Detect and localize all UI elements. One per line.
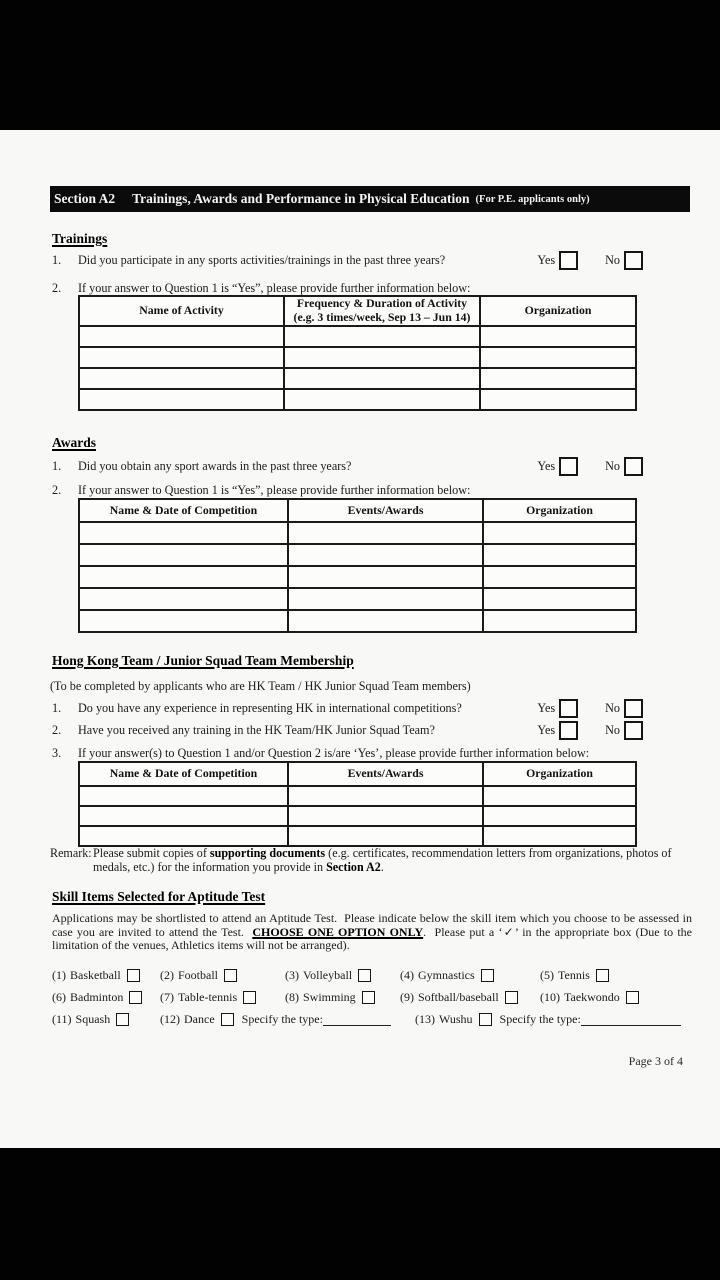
table-cell-empty[interactable] <box>480 326 636 347</box>
hk-q2-no-checkbox[interactable] <box>624 721 643 740</box>
remark-text-3: . <box>380 860 384 874</box>
table-cell-empty[interactable] <box>79 588 288 610</box>
trainings-q1-yes-checkbox[interactable] <box>559 251 578 270</box>
awards-question-1 <box>52 457 643 475</box>
swimming-checkbox[interactable] <box>362 991 375 1004</box>
skill-option-dance <box>160 1012 391 1027</box>
awards-question-2 <box>52 481 643 499</box>
table-row <box>79 786 636 806</box>
table-row <box>79 806 636 826</box>
option-number: (8) <box>285 990 299 1004</box>
specify-type-label: Specify the type: <box>499 1012 581 1026</box>
yes-no-group <box>537 699 643 718</box>
yes-label: Yes <box>537 722 556 737</box>
question-text: Did you obtain any sport awards in the past three years? <box>78 458 352 473</box>
column-header: Organization <box>483 762 636 786</box>
table-header-row <box>79 499 636 522</box>
table-header-row <box>79 296 636 326</box>
trainings-heading: Trainings <box>52 231 108 246</box>
skill-instructions-text-1: Applications may be shortlisted to attend an Aptitude Test. Please indicate below the skill item which you choose to be assessed in case you are invited to attend the Test. <box>52 911 692 939</box>
taekwondo-checkbox[interactable] <box>626 991 639 1004</box>
dance-specify-line[interactable] <box>323 1013 391 1026</box>
hk-q2-yes-checkbox[interactable] <box>559 721 578 740</box>
skill-option-basketball <box>52 968 140 983</box>
table-cell-empty[interactable] <box>480 389 636 410</box>
table-cell-empty[interactable] <box>288 522 483 544</box>
skill-instructions-bold: CHOOSE ONE OPTION ONLY <box>252 924 424 939</box>
question-text: If your answer(s) to Question 1 and/or Question 2 is/are ‘Yes’, please provide further information below: <box>78 745 590 760</box>
column-header: Name of Activity <box>79 296 284 326</box>
table-cell-empty[interactable] <box>284 347 480 368</box>
section-header-bar <box>50 186 690 212</box>
question-text: Did you participate in any sports activities/trainings in the past three years? <box>78 252 446 267</box>
section-note: (For P.E. applicants only) <box>475 193 590 205</box>
table-row <box>79 826 636 846</box>
table-cell-empty[interactable] <box>284 389 480 410</box>
table-cell-empty[interactable] <box>79 826 288 846</box>
table-cell-empty[interactable] <box>79 389 284 410</box>
option-number: (13) <box>415 1012 435 1026</box>
option-label: Wushu <box>439 1012 473 1026</box>
table-row <box>79 347 636 368</box>
yes-label: Yes <box>537 700 556 715</box>
awards-table <box>78 498 637 633</box>
volleyball-checkbox[interactable] <box>358 969 371 982</box>
option-number: (5) <box>540 968 554 982</box>
option-label: Badminton <box>70 990 124 1004</box>
table-row <box>79 566 636 588</box>
option-label: Taekwondo <box>564 990 620 1004</box>
option-label: Volleyball <box>303 968 353 982</box>
table-cell-empty[interactable] <box>288 610 483 632</box>
badminton-checkbox[interactable] <box>129 991 142 1004</box>
remark-label: Remark: <box>50 846 92 860</box>
question-number: 1. <box>52 458 62 473</box>
skill-option-squash <box>52 1012 129 1027</box>
option-label: Squash <box>75 1012 111 1026</box>
option-number: (4) <box>400 968 414 982</box>
table-cell-empty[interactable] <box>480 368 636 389</box>
gymnastics-checkbox[interactable] <box>481 969 494 982</box>
form-page <box>0 130 720 1148</box>
table-cell-empty[interactable] <box>288 826 483 846</box>
table-cell-empty[interactable] <box>79 347 284 368</box>
yes-no-group <box>537 721 643 740</box>
table-cell-empty[interactable] <box>79 786 288 806</box>
table-cell-empty[interactable] <box>288 566 483 588</box>
table-row <box>79 326 636 347</box>
option-label: Football <box>178 968 219 982</box>
remark-text-2: (e.g. certificates, recommendation letters from organizations, photos of medals, etc.) for the information you provide in <box>93 846 672 874</box>
remark-bold-2: Section A2 <box>326 860 381 874</box>
skill-option-wushu <box>415 1012 681 1027</box>
remark-text-1: Please submit copies of <box>93 846 210 860</box>
option-number: (9) <box>400 990 414 1004</box>
table-cell-empty[interactable] <box>79 368 284 389</box>
trainings-question-1 <box>52 251 643 269</box>
skill-options-row-2 <box>0 990 720 1010</box>
question-text: Have you received any training in the HK Team/HK Junior Squad Team? <box>78 722 435 737</box>
wushu-checkbox[interactable] <box>479 1013 492 1026</box>
skill-option-swimming <box>285 990 375 1005</box>
no-label: No <box>605 700 620 715</box>
table-cell-empty[interactable] <box>480 347 636 368</box>
trainings-table <box>78 295 637 411</box>
no-label: No <box>605 458 620 473</box>
question-number: 2. <box>52 280 62 295</box>
table-cell-empty[interactable] <box>483 806 636 826</box>
basketball-checkbox[interactable] <box>127 969 140 982</box>
hk-q1-no-checkbox[interactable] <box>624 699 643 718</box>
table-tennis-checkbox[interactable] <box>243 991 256 1004</box>
skill-options-row-3 <box>0 1012 720 1032</box>
question-number: 2. <box>52 482 62 497</box>
option-label: Dance <box>184 1012 215 1026</box>
table-cell-empty[interactable] <box>483 786 636 806</box>
table-cell-empty[interactable] <box>483 610 636 632</box>
table-row <box>79 368 636 389</box>
awards-heading: Awards <box>52 435 97 450</box>
table-cell-empty[interactable] <box>284 368 480 389</box>
hk-q1-yes-checkbox[interactable] <box>559 699 578 718</box>
question-number: 2. <box>52 722 62 737</box>
softball-baseball-checkbox[interactable] <box>505 991 518 1004</box>
column-header: Organization <box>483 499 636 522</box>
subtitle-text: (To be completed by applicants who are HK Team / HK Junior Squad Team members) <box>50 678 471 693</box>
hk-subtitle <box>52 677 643 695</box>
skill-instructions-text-2: . Please put a ‘✓’ in the appropriate box (Due to the limitation of the venues, Athletics items will not be arranged). <box>52 924 692 953</box>
yes-label: Yes <box>537 252 556 267</box>
yes-no-group <box>537 457 643 476</box>
skill-heading: Skill Items Selected for Aptitude Test <box>52 889 266 904</box>
table-cell-empty[interactable] <box>79 522 288 544</box>
table-cell-empty[interactable] <box>284 326 480 347</box>
yes-no-group <box>537 251 643 270</box>
table-row <box>79 610 636 632</box>
column-header <box>284 296 480 326</box>
wushu-specify-line[interactable] <box>581 1013 681 1026</box>
question-text: If your answer to Question 1 is “Yes”, please provide further information below: <box>78 280 471 295</box>
table-cell-empty[interactable] <box>288 544 483 566</box>
football-checkbox[interactable] <box>224 969 237 982</box>
table-cell-empty[interactable] <box>483 566 636 588</box>
table-cell-empty[interactable] <box>79 566 288 588</box>
option-label: Softball/baseball <box>418 990 499 1004</box>
remark-bold-1: supporting documents <box>209 846 326 860</box>
option-label: Table-tennis <box>178 990 238 1004</box>
tennis-checkbox[interactable] <box>596 969 609 982</box>
question-text: If your answer to Question 1 is “Yes”, please provide further information below: <box>78 482 471 497</box>
option-number: (11) <box>52 1012 72 1026</box>
hk-question-3 <box>52 744 643 762</box>
question-number: 1. <box>52 252 62 267</box>
table-cell-empty[interactable] <box>483 522 636 544</box>
no-label: No <box>605 722 620 737</box>
skill-option-softball-baseball <box>400 990 518 1005</box>
question-text: Do you have any experience in representing HK in international competitions? <box>78 700 462 715</box>
question-number: 1. <box>52 700 62 715</box>
option-label: Basketball <box>70 968 121 982</box>
column-header-line1: Frequency & Duration of Activity <box>296 296 468 311</box>
skill-option-taekwondo <box>540 990 639 1005</box>
skill-option-table-tennis <box>160 990 256 1005</box>
table-cell-empty[interactable] <box>483 544 636 566</box>
page-number: Page 3 of 4 <box>628 1054 683 1068</box>
option-number: (10) <box>540 990 560 1004</box>
option-label: Swimming <box>303 990 356 1004</box>
remark-note <box>50 846 672 874</box>
table-cell-empty[interactable] <box>79 806 288 826</box>
table-row <box>79 544 636 566</box>
table-row <box>79 588 636 610</box>
section-title: Trainings, Awards and Performance in Physical Education <box>132 191 470 206</box>
column-header: Name & Date of Competition <box>79 762 288 786</box>
skill-option-gymnastics <box>400 968 494 983</box>
column-header: Events/Awards <box>288 762 483 786</box>
skill-options-row-1 <box>0 968 720 988</box>
option-number: (7) <box>160 990 174 1004</box>
table-cell-empty[interactable] <box>79 326 284 347</box>
awards-q1-no-checkbox[interactable] <box>624 457 643 476</box>
skill-option-tennis <box>540 968 609 983</box>
table-cell-empty[interactable] <box>288 806 483 826</box>
hk-table <box>78 761 637 847</box>
column-header: Organization <box>480 296 636 326</box>
question-number: 3. <box>52 745 62 760</box>
hk-heading: Hong Kong Team / Junior Squad Team Membership <box>52 653 354 668</box>
awards-q1-yes-checkbox[interactable] <box>559 457 578 476</box>
skill-option-football <box>160 968 237 983</box>
skill-instructions <box>52 912 692 953</box>
table-header-row <box>79 762 636 786</box>
table-cell-empty[interactable] <box>288 786 483 806</box>
no-label: No <box>605 252 620 267</box>
dance-checkbox[interactable] <box>221 1013 234 1026</box>
yes-label: Yes <box>537 458 556 473</box>
hk-question-2 <box>52 721 643 739</box>
option-number: (3) <box>285 968 299 982</box>
specify-type-label: Specify the type: <box>241 1012 323 1026</box>
squash-checkbox[interactable] <box>116 1013 129 1026</box>
option-number: (1) <box>52 968 66 982</box>
option-label: Gymnastics <box>418 968 475 982</box>
table-row <box>79 389 636 410</box>
table-cell-empty[interactable] <box>79 544 288 566</box>
option-number: (2) <box>160 968 174 982</box>
column-header: Events/Awards <box>288 499 483 522</box>
option-number: (6) <box>52 990 66 1004</box>
table-row <box>79 522 636 544</box>
table-cell-empty[interactable] <box>483 588 636 610</box>
table-cell-empty[interactable] <box>483 826 636 846</box>
letterbox-top <box>0 0 720 130</box>
trainings-q1-no-checkbox[interactable] <box>624 251 643 270</box>
skill-option-badminton <box>52 990 142 1005</box>
letterbox-bottom <box>0 1148 720 1280</box>
option-number: (12) <box>160 1012 180 1026</box>
column-header: Name & Date of Competition <box>79 499 288 522</box>
hk-question-1 <box>52 699 643 717</box>
column-header-line2: (e.g. 3 times/week, Sep 13 – Jun 14) <box>293 310 471 324</box>
table-cell-empty[interactable] <box>288 588 483 610</box>
section-label: Section A2 <box>54 191 116 206</box>
skill-option-volleyball <box>285 968 371 983</box>
table-cell-empty[interactable] <box>79 610 288 632</box>
option-label: Tennis <box>558 968 590 982</box>
